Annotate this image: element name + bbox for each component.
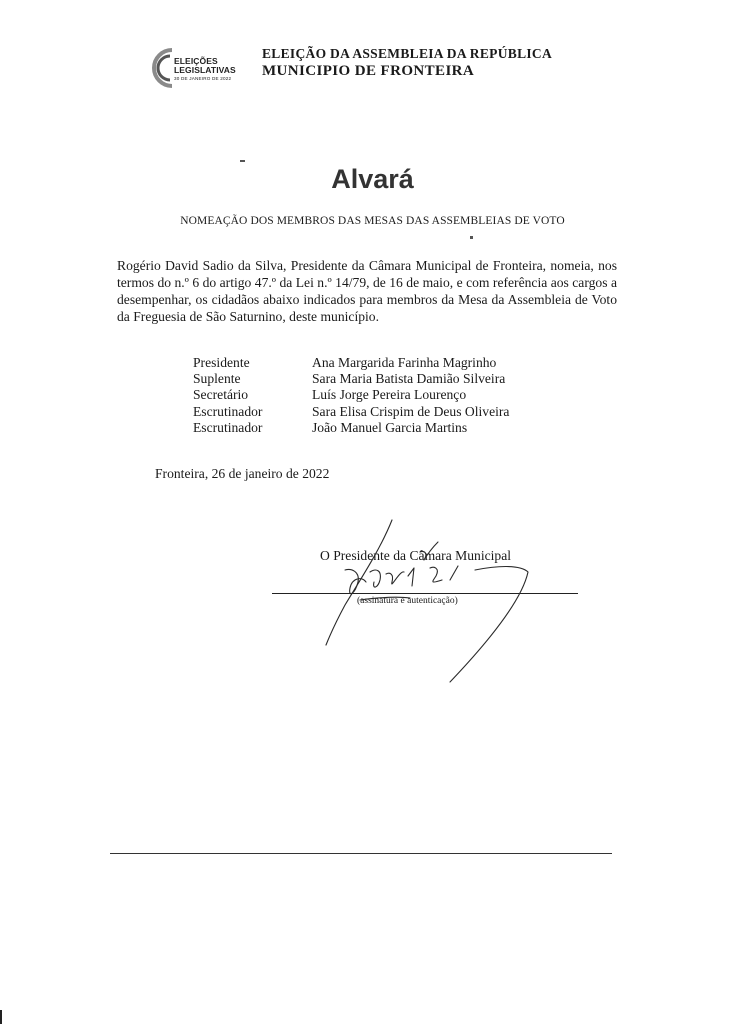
body-paragraph: Rogério David Sadio da Silva, Presidente da Câmara Municipal de Fronteira, nomeia, nos termos do n.º 6 do artigo 47.º da Lei n.º 14/79, de 16 de maio, e com referência aos cargos a desempenhar, os cidadãos abaixo indicados para membros da Mesa da Assembleia de Voto da Freguesia de São Saturnino, deste município. [117,258,617,324]
logo-line-3: 30 DE JANEIRO DE 2022 [174,76,232,81]
member-name: Sara Elisa Crispim de Deus Oliveira [312,403,510,419]
header-municipality: MUNICIPIO DE FRONTEIRA [262,63,475,79]
document-subtitle: NOMEAÇÃO DOS MEMBROS DAS MESAS DAS ASSEMBLEIAS DE VOTO [180,215,565,227]
member-role: Escrutinador [193,419,263,435]
member-name: Luís Jorge Pereira Lourenço [312,387,467,403]
scan-edge-mark [0,1010,2,1024]
signatory-title: O Presidente da Câmara Municipal [320,548,512,563]
member-name: Sara Maria Batista Damião Silveira [312,371,506,387]
logo-text [174,57,236,82]
page-title: Alvará [331,164,414,194]
member-row [193,404,509,420]
elections-logo [148,44,248,94]
header-election: ELEIÇÃO DA ASSEMBLEIA DA REPÚBLICA [262,46,553,61]
scan-speck [470,236,473,239]
member-role: Secretário [193,387,249,403]
date-line: Fronteira, 26 de janeiro de 2022 [155,466,330,481]
member-row [193,371,509,387]
member-role: Presidente [193,355,250,370]
member-name: João Manuel Garcia Martins [312,419,468,435]
logo-line-2: LEGISLATIVAS [174,65,236,75]
member-row [193,355,509,371]
member-role: Suplente [193,371,241,387]
members-list [193,355,509,436]
member-role: Escrutinador [193,403,263,419]
logo-line-1: ELEIÇÕES [174,56,218,66]
scan-speck [240,160,245,162]
member-name: Ana Margarida Farinha Magrinho [312,355,497,370]
member-row [193,420,509,436]
member-row [193,387,509,403]
handwritten-signature [300,510,540,690]
bottom-rule [110,853,612,854]
signature-caption: (assinatura e autenticação) [357,596,458,606]
document-header [262,46,552,80]
